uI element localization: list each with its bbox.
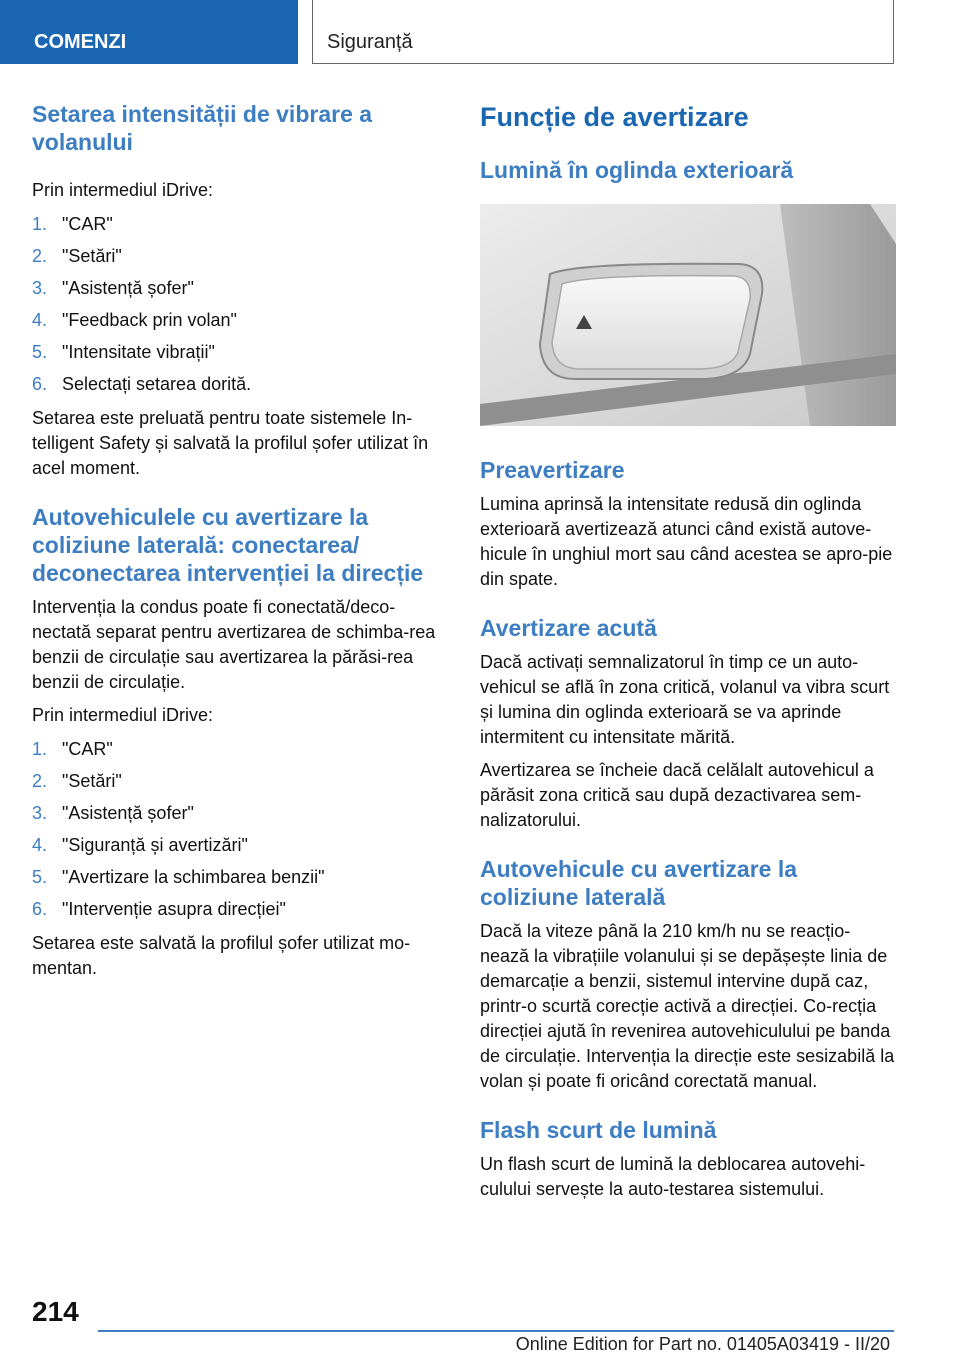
body-acute-2: Avertizarea se încheie dacă celălalt autovehicul a părăsit zona critică sau după dezactivarea sem-nalizatorului. [480,760,874,830]
heading-mirror-light: Lumină în oglinda exterioară [480,157,794,183]
steps-list-2 [32,737,446,929]
step-number: 5. [32,867,48,887]
step-number: 1. [32,214,48,234]
step-number: 4. [32,310,48,330]
step-item [32,244,446,276]
step-item [32,372,446,404]
step-number: 6. [32,374,48,394]
mirror-image [480,204,896,426]
step-number: 6. [32,899,48,919]
step-number: 2. [32,246,48,266]
heading-vibration-intensity: Setarea intensității de vibrare a volanului [32,101,373,155]
step-item [32,801,446,833]
heading-acute-warning: Avertizare acută [480,615,657,641]
step-number: 2. [32,771,48,791]
idrive-intro: Prin intermediul iDrive: [32,180,214,200]
step-text: "Setări" [62,771,122,791]
step-text: "Feedback prin volan" [62,310,237,330]
step-item [32,340,446,372]
step-text: "Asistență șofer" [62,803,194,823]
note-1: Setarea este preluată pentru toate sistemele In-telligent Safety și salvată la profilul șofer utilizat în acel moment. [32,408,429,478]
step-text: "CAR" [62,214,113,234]
step-text: "Asistență șofer" [62,278,194,298]
step-item [32,833,446,865]
body-acute-1: Dacă activați semnalizatorul în timp ce un auto-vehicul se află în zona critică, volanul va vibra scurt și lumina din oglinda exterioară se va aprinde intermitent cu intensitate mărită. [480,652,890,747]
step-item [32,308,446,340]
step-text: Selectați setarea dorită. [62,374,252,394]
right-column [480,100,896,1202]
step-number: 4. [32,835,48,855]
footer-divider [98,1330,894,1332]
chapter-tab: COMENZI [0,0,298,64]
watermark-logo [820,1337,940,1359]
heading-warning-function: Funcție de avertizare [480,102,749,132]
idrive-intro-2: Prin intermediul iDrive: [32,705,214,725]
step-text: "Siguranță și avertizări" [62,835,248,855]
section-title: Siguranță [312,0,894,64]
step-text: "Setări" [62,246,122,266]
watermark-icon [820,1337,940,1359]
step-item [32,865,446,897]
step-text: "Intensitate vibrații" [62,342,215,362]
heading-pre-warning: Preavertizare [480,457,625,483]
body-short-flash: Un flash scurt de lumină la deblocarea autovehi-culului servește la auto-testarea sistemului. [480,1154,866,1199]
step-text: "Intervenție asupra direcției" [62,899,286,919]
footer-edition: Online Edition for Part no. 01405A03419 - II/20 [515,1334,890,1354]
left-column [32,100,446,981]
heading-side-collision: Autovehiculele cu avertizare la coliziune laterală: conectarea/ deconectarea intervenției la direcție [32,504,424,586]
step-text: "CAR" [62,739,113,759]
page-number: 214 [32,1296,79,1327]
step-item [32,897,446,929]
step-text: "Avertizare la schimbarea benzii" [62,867,325,887]
heading-side-collision-warning: Autovehicule cu avertizare la coliziune laterală [480,856,798,910]
step-item [32,737,446,769]
steps-list-1 [32,212,446,404]
step-item [32,276,446,308]
step-number: 1. [32,739,48,759]
body-side-collision: Dacă la viteze până la 210 km/h nu se reacțio-nează la vibrațiile volanului și se depășește linia de demarcație a benzii, sistemul intervine după caz, printr-o scurtă corecție activă a direcției. Co-recția direcției ajută în revenirea autovehiculului pe banda de circulație. Intervenția la direcție este sesizabilă la volan și poate fi oricând corectată manual. [480,921,895,1091]
mirror-illustration [480,204,896,426]
body-intervention: Intervenția la condus poate fi conectată/deco-nectată separat pentru avertizarea de schimba-rea benzii de circulație sau avertizarea la părăsi-rea benzii de circulație. [32,597,436,692]
step-number: 3. [32,803,48,823]
step-number: 3. [32,278,48,298]
step-item [32,212,446,244]
step-number: 5. [32,342,48,362]
body-pre-warning: Lumina aprinsă la intensitate redusă din oglinda exterioară avertizează atunci când există autove-hicule în unghiul mort sau când acestea se apro-pie din spate. [480,494,893,589]
heading-short-flash: Flash scurt de lumină [480,1117,717,1143]
note-2: Setarea este salvată la profilul șofer utilizat mo-mentan. [32,933,411,978]
step-item [32,769,446,801]
